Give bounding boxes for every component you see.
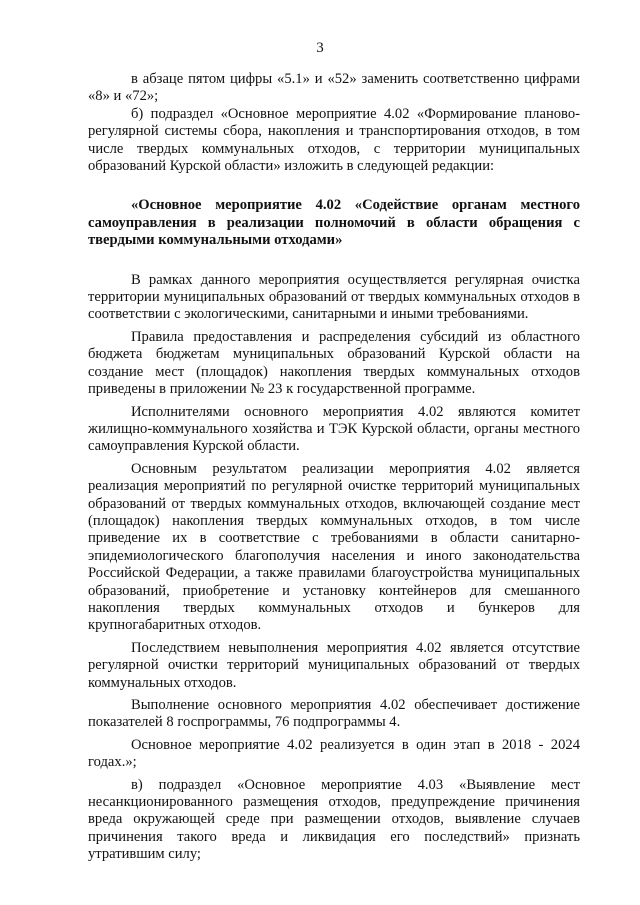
paragraph-stage: Основное мероприятие 4.02 реализуется в один этап в 2018 - 2024 годах.»;: [88, 736, 580, 771]
paragraph-consequence: Последствием невыполнения мероприятия 4.02 является отсутствие регулярной очистки территорий муниципальных образований от твердых коммунальных отходов.: [88, 639, 580, 691]
paragraph-indicators: Выполнение основного мероприятия 4.02 обеспечивает достижение показателей 8 госпрограммы, 76 подпрограммы 4.: [88, 697, 580, 731]
paragraph-scope: В рамках данного мероприятия осуществляется регулярная очистка территории муниципальных образований от твердых коммунальных отходов в соответствии с экологическими, санитарными и иными требованиями.: [88, 271, 580, 323]
paragraph-amend-digits: в абзаце пятом цифры «5.1» и «52» заменить соответственно цифрами «8» и «72»;: [88, 71, 580, 105]
paragraph-subsection-v: в) подраздел «Основное мероприятие 4.03 «Выявление мест несанкционированного размещения отходов, предупреждение причинения вреда окружающей среде при размещении отходов, выявление случаев причинения такого вреда и ликвидация его последствий» признать утратившим силу;: [88, 776, 580, 863]
section-heading: «Основное мероприятие 4.02 «Содействие органам местного самоуправления в реализации полномочий в области обращения с твердыми коммунальными отходами»: [88, 197, 580, 249]
paragraph-main-result: Основным результатом реализации мероприятия 4.02 является реализация мероприятий по регулярной очистке территорий муниципальных образований от твердых коммунальных отходов, включающей создание мест (площадок) накопления твердых коммунальных отходов, в том числе приведение их в соответствие с требованиями в области санитарно-эпидемиологического благополучия населения и иного законодательства Российской Федерации, а также правилами благоустройства муниципальных образований, приобретение и установку контейнеров для смешанного накопления твердых коммунальных отходов и бункеров для крупногабаритных отходов.: [88, 460, 580, 634]
paragraph-subsidy-rules: Правила предоставления и распределения субсидий из областного бюджета бюджетам муниципальных образований Курской области на создание мест (площадок) накопления твердых коммунальных отходов приведены в приложении № 23 к государственной программе.: [88, 328, 580, 398]
paragraph-subsection-b: б) подраздел «Основное мероприятие 4.02 «Формирование планово-регулярной системы сбора, накопления и транспортирования отходов, в том числе твердых коммунальных отходов, с территории муниципальных образований Курской области» изложить в следующей редакции:: [88, 105, 580, 175]
page-number: 3: [316, 40, 324, 56]
document-body: [88, 71, 580, 864]
paragraph-executors: Исполнителями основного мероприятия 4.02 являются комитет жилищно-коммунального хозяйства и ТЭК Курской области, органы местного самоуправления Курской области.: [88, 403, 580, 455]
